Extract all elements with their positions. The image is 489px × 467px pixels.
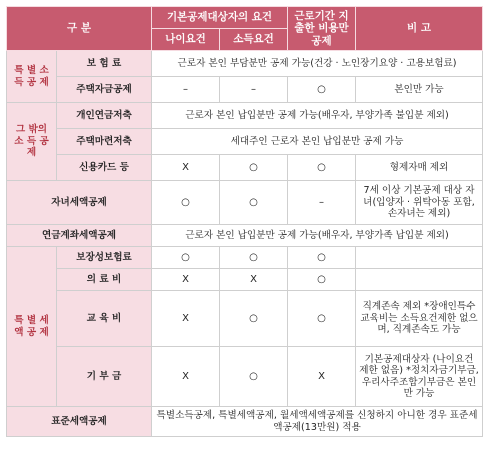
protection-insurance-employment: ○: [288, 247, 356, 269]
credit-card-note: 형제자매 제외: [356, 155, 483, 181]
table-row: [7, 347, 483, 407]
child-employment: –: [288, 181, 356, 225]
table-row: [7, 51, 483, 77]
credit-card-employment: ○: [288, 155, 356, 181]
housing-fund-income: –: [220, 77, 288, 103]
protection-insurance-income: ○: [220, 247, 288, 269]
donation-employment: X: [288, 347, 356, 407]
table-row: [7, 225, 483, 247]
table-row: [7, 407, 483, 437]
row-label-pension-account: 연금계좌세액공제: [7, 225, 152, 247]
row-label-medical: 의 료 비: [57, 269, 152, 291]
table-row: [7, 155, 483, 181]
pension-account-merged: 근로자 본인 납입분만 공제 가능(배우자, 부양가족 납입분 제외): [152, 225, 483, 247]
protection-insurance-age: ○: [152, 247, 220, 269]
header-eligibility: 기본공제대상자의 요건: [152, 7, 288, 29]
deduction-table-container: [6, 6, 482, 437]
table-row: [7, 247, 483, 269]
table-row: [7, 291, 483, 347]
table-row: [7, 129, 483, 155]
medical-income: X: [220, 269, 288, 291]
group-special-income: 특 별 소 득 공 제: [7, 51, 57, 103]
housing-fund-employment: ○: [288, 77, 356, 103]
row-label-personal-pension: 개인연금저축: [57, 103, 152, 129]
education-income: ○: [220, 291, 288, 347]
housing-savings-merged: 세대주인 근로자 본인 납입분만 공제 가능: [152, 129, 483, 155]
table-row: [7, 269, 483, 291]
child-age: ○: [152, 181, 220, 225]
row-label-protection-insurance: 보장성보험료: [57, 247, 152, 269]
standard-merged: 특별소득공제, 특별세액공제, 월세액세액공제를 신청하지 아니한 경우 표준세액공제(13만원) 적용: [152, 407, 483, 437]
donation-age: X: [152, 347, 220, 407]
row-label-housing-fund: 주택자금공제: [57, 77, 152, 103]
personal-pension-merged: 근로자 본인 납입분만 공제 가능(배우자, 부양가족 불입분 제외): [152, 103, 483, 129]
child-note: 7세 이상 기본공제 대상 자녀(입양자 · 위탁아동 포함, 손자녀는 제외): [356, 181, 483, 225]
donation-note: 기본공제대상자 (나이요건 제한 없음) *정치자금기부금, 우리사주조합기부금은 본인만 가능: [356, 347, 483, 407]
header-income-requirement: 소득요건: [220, 29, 288, 51]
row-label-child: 자녀세액공제: [7, 181, 152, 225]
housing-fund-note: 본인만 가능: [356, 77, 483, 103]
medical-employment: ○: [288, 269, 356, 291]
child-income: ○: [220, 181, 288, 225]
credit-card-age: X: [152, 155, 220, 181]
header-remarks: 비 고: [356, 7, 483, 51]
medical-note: [356, 269, 483, 291]
medical-age: X: [152, 269, 220, 291]
header-age-requirement: 나이요건: [152, 29, 220, 51]
row-label-insurance: 보 험 료: [57, 51, 152, 77]
row-label-donation: 기 부 금: [57, 347, 152, 407]
education-note: 직계존속 제외 *장애인특수교육비는 소득요건제한 없으며, 직계존속도 가능: [356, 291, 483, 347]
education-age: X: [152, 291, 220, 347]
credit-card-income: ○: [220, 155, 288, 181]
table-row: [7, 77, 483, 103]
table-row: [7, 103, 483, 129]
row-label-education: 교 육 비: [57, 291, 152, 347]
group-special-tax: 특 별 세 액 공 제: [7, 247, 57, 407]
table-row: [7, 181, 483, 225]
row-label-housing-savings: 주택마련저축: [57, 129, 152, 155]
education-employment: ○: [288, 291, 356, 347]
insurance-merged: 근로자 본인 부담분만 공제 가능(건강 · 노인장기요양 · 고용보험료): [152, 51, 483, 77]
header-category: 구 분: [7, 7, 152, 51]
deduction-requirements-table: [6, 6, 483, 437]
group-other-income: 그 밖의 소 득 공 제: [7, 103, 57, 181]
housing-fund-age: –: [152, 77, 220, 103]
header-employment-only: 근로기간 지출한 비용만 공제: [288, 7, 356, 51]
donation-income: ○: [220, 347, 288, 407]
protection-insurance-note: [356, 247, 483, 269]
row-label-standard: 표준세액공제: [7, 407, 152, 437]
row-label-credit-card: 신용카드 등: [57, 155, 152, 181]
